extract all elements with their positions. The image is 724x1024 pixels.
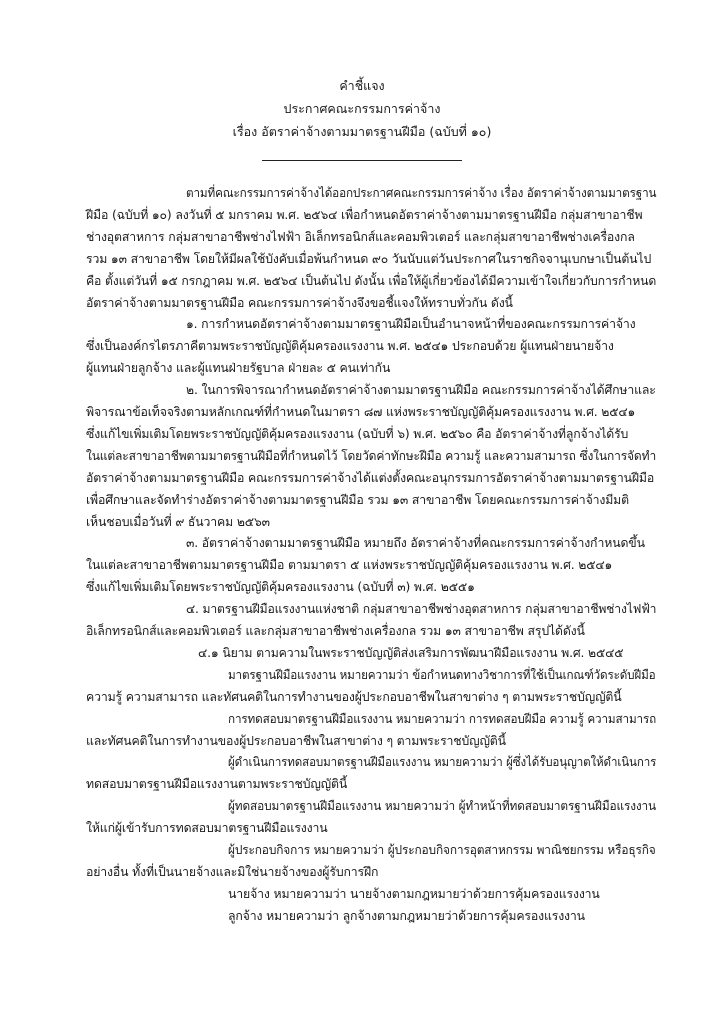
body-line: ฝีมือ (ฉบับที่ ๑๐) ลงวันที่ ๕ มกราคม พ.ศ. ๒๕๖๔ เพื่อกำหนดอัตราค่าจ้างตามมาตรฐานฝีมือ กลุ่มสาขาอาชีพ — [86, 207, 643, 222]
body-line: ช่างอุตสาหการ กลุ่มสาขาอาชีพช่างไฟฟ้า อิเล็กทรอนิกส์และคอมพิวเตอร์ และกลุ่มสาขาอาชีพช่างเครื่องกล — [86, 229, 635, 244]
body-line: ในแต่ละสาขาอาชีพตามมาตรฐานฝีมือที่กำหนดไว้ โดยวัดค่าทักษะฝีมือ ความรู้ และความสามารถ ซึ่งในการจัดทำ — [86, 448, 657, 463]
document-subtitle: ประกาศคณะกรรมการค่าจ้าง — [283, 101, 441, 116]
body-line: ในแต่ละสาขาอาชีพตามมาตรฐานฝีมือ ตามมาตรา ๕ แห่งพระราชบัญญัติคุ้มครองแรงงาน พ.ศ. ๒๕๔๑ — [86, 558, 613, 573]
body-line: ลูกจ้าง หมายความว่า ลูกจ้างตามกฎหมายว่าด้วยการคุ้มครองแรงงาน — [228, 908, 585, 923]
body-line: ๔. มาตรฐานฝีมือแรงงานแห่งชาติ กลุ่มสาขาอาชีพช่างอุตสาหการ กลุ่มสาขาอาชีพช่างไฟฟ้า — [186, 602, 657, 617]
body-line: อัตราค่าจ้างตามมาตรฐานฝีมือ คณะกรรมการค่าจ้างจึงขอชี้แจงให้ทราบทั่วกัน ดังนี้ — [86, 295, 513, 310]
body-line: ผู้แทนฝ่ายลูกจ้าง และผู้แทนฝ่ายรัฐบาล ฝ่ายละ ๕ คนเท่ากัน — [86, 361, 391, 376]
body-line: มาตรฐานฝีมือแรงงาน หมายความว่า ข้อกำหนดทางวิชาการที่ใช้เป็นเกณฑ์วัดระดับฝีมือ — [228, 667, 656, 682]
body-line: นายจ้าง หมายความว่า นายจ้างตามกฎหมายว่าด้วยการคุ้มครองแรงงาน — [228, 886, 600, 901]
body-line: อิเล็กทรอนิกส์และคอมพิวเตอร์ และกลุ่มสาขาอาชีพช่างเครื่องกล รวม ๑๓ สาขาอาชีพ สรุปได้ดังนี้ — [86, 624, 585, 638]
body-line: อย่างอื่น ทั้งที่เป็นนายจ้างและมิใช่นายจ้างของผู้รับการฝึก — [86, 864, 379, 879]
body-line: ๒. ในการพิจารณากำหนดอัตราค่าจ้างตามมาตรฐานฝีมือ คณะกรรมการค่าจ้างได้ศึกษาและ — [186, 383, 656, 398]
body-line: ผู้ทดสอบมาตรฐานฝีมือแรงงาน หมายความว่า ผู้ทำหน้าที่ทดสอบมาตรฐานฝีมือแรงงาน — [228, 799, 656, 814]
body-line: รวม ๑๓ สาขาอาชีพ โดยให้มีผลใช้บังคับเมื่อพ้นกำหนด ๙๐ วันนับแต่วันประกาศในราชกิจจานุเบกษาเป็นต้นไป — [86, 251, 652, 266]
body-line: พิจารณาข้อเท็จจริงตามหลักเกณฑ์ที่กำหนดในมาตรา ๘๗ แห่งพระราชบัญญัติคุ้มครองแรงงาน พ.ศ. ๒๕๔๑ — [86, 405, 636, 419]
body-line: อัตราค่าจ้างตามมาตรฐานฝีมือ คณะกรรมการค่าจ้างได้แต่งตั้งคณะอนุกรรมการอัตราค่าจ้างตามมาตรฐานฝีมือ — [86, 470, 655, 485]
body-line: ความรู้ ความสามารถ และทัศนคติในการทำงานของผู้ประกอบอาชีพในสาขาต่าง ๆ ตามพระราชบัญญัตินี้ — [86, 689, 622, 704]
body-line: ผู้ดำเนินการทดสอบมาตรฐานฝีมือแรงงาน หมายความว่า ผู้ซึ่งได้รับอนุญาตให้ดำเนินการ — [228, 755, 657, 770]
body-line: ทดสอบมาตรฐานฝีมือแรงงานตามพระราชบัญญัตินี้ — [86, 777, 348, 792]
body-line: ให้แก่ผู้เข้ารับการทดสอบมาตรฐานฝีมือแรงงาน — [86, 821, 328, 836]
body-line: ๔.๑ นิยาม ตามความในพระราชบัญญัติส่งเสริมการพัฒนาฝีมือแรงงาน พ.ศ. ๒๕๔๕ — [198, 645, 624, 660]
body-line: ผู้ประกอบกิจการ หมายความว่า ผู้ประกอบกิจการอุตสาหกรรม พาณิชยกรรม หรือธุรกิจ — [228, 843, 656, 857]
body-line: ซึ่งแก้ไขเพิ่มเติมโดยพระราชบัญญัติคุ้มครองแรงงาน (ฉบับที่ ๓) พ.ศ. ๒๕๕๑ — [86, 580, 475, 595]
body-line: คือ ตั้งแต่วันที่ ๑๕ กรกฎาคม พ.ศ. ๒๕๖๔ เป็นต้นไป ดังนั้น เพื่อให้ผู้เกี่ยวข้องได้มีความเข้าใจเกี่ยวกับการกำหนด — [86, 273, 657, 288]
body-line: ซึ่งแก้ไขเพิ่มเติมโดยพระราชบัญญัติคุ้มครองแรงงาน (ฉบับที่ ๖) พ.ศ. ๒๕๖๐ คือ อัตราค่าจ้างที่ลูกจ้างได้รับ — [86, 426, 629, 441]
body-line: ๑. การกำหนดอัตราค่าจ้างตามมาตรฐานฝีมือเป็นอำนาจหน้าที่ของคณะกรรมการค่าจ้าง — [186, 317, 636, 332]
document-title: คำชี้แจง — [339, 78, 385, 93]
body-line: เห็นชอบเมื่อวันที่ ๙ ธันวาคม ๒๕๖๓ — [86, 514, 270, 529]
document-subject: เรื่อง อัตราค่าจ้างตามมาตรฐานฝีมือ (ฉบับที่ ๑๐) — [232, 124, 492, 139]
body-line: ตามที่คณะกรรมการค่าจ้างได้ออกประกาศคณะกรรมการค่าจ้าง เรื่อง อัตราค่าจ้างตามมาตรฐาน — [186, 186, 657, 200]
body-line: ๓. อัตราค่าจ้างตามมาตรฐานฝีมือ หมายถึง อัตราค่าจ้างที่คณะกรรมการค่าจ้างกำหนดขึ้น — [186, 536, 645, 551]
body-line: การทดสอบมาตรฐานฝีมือแรงงาน หมายความว่า การทดสอบฝีมือ ความรู้ ความสามารถ — [228, 711, 657, 726]
body-line: เพื่อศึกษาและจัดทำร่างอัตราค่าจ้างตามมาตรฐานฝีมือ รวม ๑๓ สาขาอาชีพ โดยคณะกรรมการค่าจ้างมีมติ — [86, 492, 629, 507]
body-line: และทัศนคติในการทำงานของผู้ประกอบอาชีพในสาขาต่าง ๆ ตามพระราชบัญญัตินี้ — [86, 733, 506, 748]
body-line: ซึ่งเป็นองค์กรไตรภาคีตามพระราชบัญญัติคุ้มครองแรงงาน พ.ศ. ๒๕๔๑ ประกอบด้วย ผู้แทนฝ่ายนายจ้าง — [86, 339, 614, 354]
title-divider — [262, 160, 462, 161]
